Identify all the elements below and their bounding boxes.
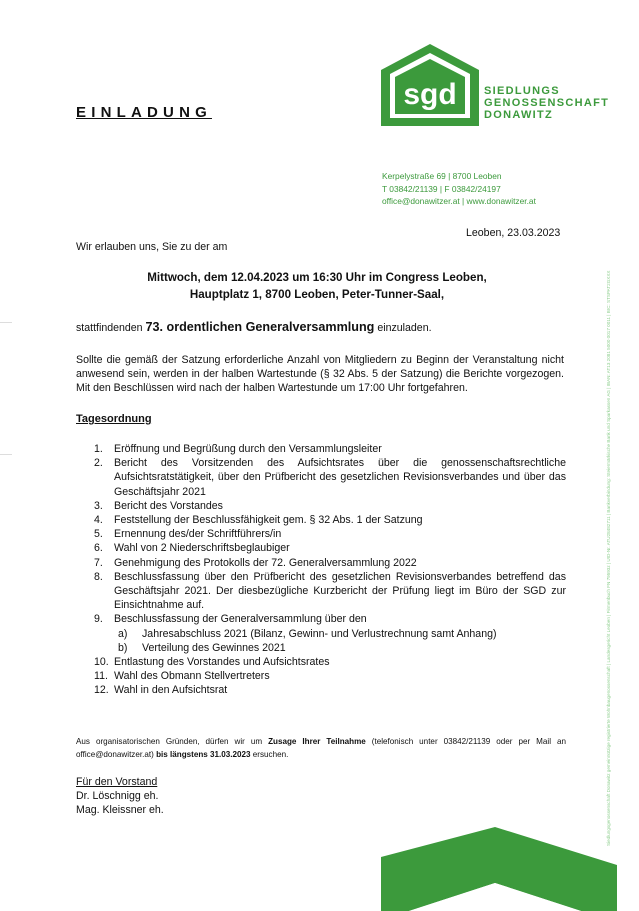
logo-text: sgd	[403, 78, 457, 111]
agenda-item: 3. Bericht des Vorstandes	[94, 499, 223, 512]
agenda-item: 9. Beschlussfassung der Generalversammlung über den	[94, 613, 367, 626]
document-title: EINLADUNG	[76, 104, 212, 121]
agenda-item: 8. Beschlussfassung über den Prüfbericht des gesetzlichen Revisionsverbandes betreffend das Geschäftsjahr 2021. Der diesbezügliche Kurzbericht der Prüfung liegt im Büro der SGD zur Einsichtnahme auf.	[94, 570, 566, 612]
event-line-2: Hauptplatz 1, 8700 Leoben, Peter-Tunner-Saal,	[189, 288, 445, 301]
agenda-subitem: b) Verteilung des Gewinnes 2021	[118, 641, 286, 654]
legal-sidebar: Siedlungsgenossenschaft Donawitz gemeinnützige registrierte Wohnbaugenossenschaft | Landesgericht Leoben | Firmenbuch FN 79593z | UID-Nr. ATU28482711 | Bankverbindung: Steiermärkische Bank und Sparkassen AG | IBAN: AT13 2081 5000 0017 0011 | BIC: STSPAT2GXXX	[606, 270, 611, 846]
org-line-2: GENOSSENSCHAFT	[484, 97, 610, 109]
margin-mark	[0, 322, 12, 323]
agenda-item: 2. Bericht des Vorsitzenden des Aufsichtsrates über die genossenschaftsrechtliche Aufsichtsratstätigkeit, über den Prüfbericht des gesetzlichen Revisionsverbandes und über das Geschäftsjahr 2021	[94, 457, 566, 498]
gv-suffix: einzuladen.	[374, 322, 432, 334]
signature-line-2: Mag. Kleissner eh.	[76, 804, 164, 817]
address-line-1: Kerpelystraße 69 | 8700 Leoben	[382, 171, 502, 181]
signature-line-1: Dr. Löschnigg eh.	[76, 790, 159, 803]
date-line: Leoben, 23.03.2023	[466, 227, 561, 239]
intro-text: Wir erlauben uns, Sie zu der am	[76, 241, 228, 253]
event-details	[76, 269, 558, 303]
signature-heading: Für den Vorstand	[76, 776, 158, 788]
agenda-item: 7. Genehmigung des Protokolls der 72. Generalversammlung 2022	[94, 556, 417, 569]
agenda-item: 11. Wahl des Obmann Stellvertreters	[94, 670, 270, 683]
agenda-item: 1. Eröffnung und Begrüßung durch den Versammlungsleiter	[94, 443, 382, 455]
event-line-1: Mittwoch, dem 12.04.2023 um 16:30 Uhr im Congress Leoben,	[147, 271, 487, 284]
agenda-item: 10. Entlastung des Vorstandes und Aufsichtsrates	[94, 656, 330, 669]
organization-name	[484, 85, 609, 121]
agenda-subitem: a) Jahresabschluss 2021 (Bilanz, Gewinn- und Verlustrechnung samt Anhang)	[118, 627, 497, 640]
quorum-paragraph: Sollte die gemäß der Satzung erforderliche Anzahl von Mitgliedern zu Beginn der Veranstaltung nicht anwesend sein, werden in der halben Wartestunde (§ 32 Abs. 5 der Satzung) die Berichte vorgezogen. Mit den Beschlüssen wird nach der halben Wartestunde um 17:00 Uhr fortgefahren.	[76, 354, 564, 394]
signature-block	[76, 775, 164, 818]
address-block	[382, 170, 536, 208]
agenda-item: 4. Feststellung der Beschlussfähigkeit gem. § 32 Abs. 1 der Satzung	[94, 514, 423, 527]
agenda-item: 12. Wahl in den Aufsichtsrat	[94, 684, 228, 697]
address-line-2: T 03842/21139 | F 03842/24197	[382, 183, 501, 194]
org-line-3: DONAWITZ	[484, 109, 554, 121]
rsvp-notice: Aus organisatorischen Gründen, dürfen wir um Zusage Ihrer Teilnahme (telefonisch unter 03842/21139 oder per Mail an office@donawitzer.at) bis längstens 31.03.2023 ersuchen.	[76, 737, 566, 759]
gv-prefix: stattfindenden	[76, 322, 146, 334]
agenda-heading: Tagesordnung	[76, 413, 152, 425]
margin-mark	[0, 454, 12, 455]
address-line-3: office@donawitzer.at | www.donawitzer.at	[382, 196, 536, 206]
general-assembly-line	[76, 320, 432, 334]
footer-roof-graphic	[381, 827, 617, 911]
agenda-item: 5. Ernennung des/der Schriftführers/in	[94, 528, 282, 541]
agenda-item: 6. Wahl von 2 Niederschriftsbeglaubiger	[94, 542, 290, 555]
sgd-logo	[381, 44, 479, 126]
org-line-1: SIEDLUNGS	[484, 85, 560, 97]
gv-bold: 73. ordentlichen Generalversammlung	[145, 320, 375, 334]
agenda-list	[94, 442, 566, 698]
